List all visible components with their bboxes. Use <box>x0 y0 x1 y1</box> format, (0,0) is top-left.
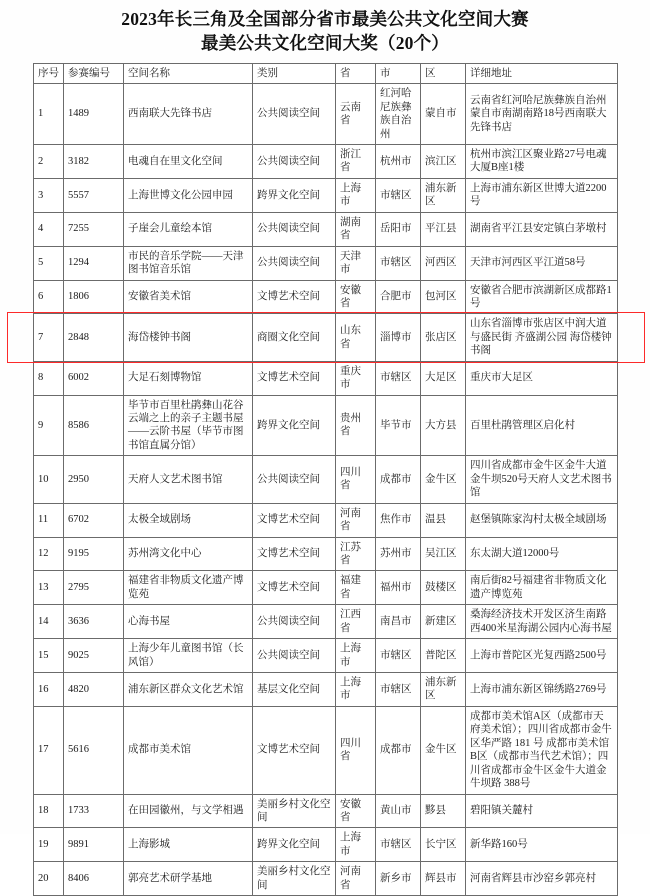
row-cell-province: 湖南省 <box>336 212 376 246</box>
table-row <box>34 673 618 707</box>
column-header-category: 类别 <box>253 64 336 84</box>
row-cell-index: 17 <box>34 706 64 794</box>
row-cell-entry-no: 9195 <box>64 537 124 571</box>
table-row <box>34 537 618 571</box>
row-cell-district: 辉县市 <box>421 862 466 896</box>
row-cell-province: 安徽省 <box>336 794 376 828</box>
row-cell-category: 跨界文化空间 <box>253 178 336 212</box>
row-cell-province: 重庆市 <box>336 361 376 395</box>
row-cell-index: 11 <box>34 503 64 537</box>
row-cell-address: 重庆市大足区 <box>466 361 618 395</box>
row-cell-address: 南后街82号福建省非物质文化遗产博览苑 <box>466 571 618 605</box>
column-header-city: 市 <box>376 64 421 84</box>
table-row <box>34 314 618 361</box>
table-row <box>34 361 618 395</box>
table-row <box>34 503 618 537</box>
table-body <box>34 84 618 896</box>
row-cell-category: 文博艺术空间 <box>253 503 336 537</box>
row-cell-province: 山东省 <box>336 314 376 361</box>
row-cell-category: 公共阅读空间 <box>253 212 336 246</box>
row-cell-category: 跨界文化空间 <box>253 395 336 456</box>
row-cell-entry-no: 1733 <box>64 794 124 828</box>
row-cell-district: 滨江区 <box>421 145 466 179</box>
row-cell-province: 四川省 <box>336 456 376 503</box>
row-cell-address: 天津市河西区平江道58号 <box>466 246 618 280</box>
row-cell-entry-no: 8586 <box>64 395 124 456</box>
row-cell-index: 3 <box>34 178 64 212</box>
row-cell-city: 苏州市 <box>376 537 421 571</box>
row-cell-category: 美丽乡村文化空间 <box>253 862 336 896</box>
row-cell-entry-no: 2795 <box>64 571 124 605</box>
page-title-line-1: 2023年长三角及全国部分省市最美公共文化空间大赛 <box>121 9 529 29</box>
row-cell-address: 赵堡镇陈家沟村太极全域剧场 <box>466 503 618 537</box>
table-row <box>34 862 618 896</box>
row-cell-city: 市辖区 <box>376 361 421 395</box>
row-cell-index: 20 <box>34 862 64 896</box>
row-cell-space-name: 天府人文艺术图书馆 <box>124 456 253 503</box>
row-cell-province: 安徽省 <box>336 280 376 314</box>
row-cell-index: 19 <box>34 828 64 862</box>
row-cell-index: 8 <box>34 361 64 395</box>
row-cell-city: 福州市 <box>376 571 421 605</box>
row-cell-province: 上海市 <box>336 639 376 673</box>
row-cell-space-name: 郭亮艺术研学基地 <box>124 862 253 896</box>
row-cell-city: 岳阳市 <box>376 212 421 246</box>
row-cell-district: 大足区 <box>421 361 466 395</box>
row-cell-entry-no: 9025 <box>64 639 124 673</box>
row-cell-city: 杭州市 <box>376 145 421 179</box>
row-cell-district: 浦东新区 <box>421 178 466 212</box>
table-row <box>34 456 618 503</box>
row-cell-district: 新建区 <box>421 605 466 639</box>
row-cell-category: 商圈文化空间 <box>253 314 336 361</box>
row-cell-index: 2 <box>34 145 64 179</box>
row-cell-city: 成都市 <box>376 456 421 503</box>
row-cell-index: 13 <box>34 571 64 605</box>
row-cell-city: 黄山市 <box>376 794 421 828</box>
table-row <box>34 706 618 794</box>
page-title-line-2: 最美公共文化空间大奖（20个） <box>201 32 449 53</box>
row-cell-address: 湖南省平江县安定镇白茅墩村 <box>466 212 618 246</box>
row-cell-space-name: 市民的音乐学院——天津图书馆音乐馆 <box>124 246 253 280</box>
row-cell-province: 河南省 <box>336 503 376 537</box>
row-cell-entry-no: 5557 <box>64 178 124 212</box>
row-cell-category: 公共阅读空间 <box>253 246 336 280</box>
row-cell-city: 合肥市 <box>376 280 421 314</box>
row-cell-entry-no: 4820 <box>64 673 124 707</box>
row-cell-category: 文博艺术空间 <box>253 571 336 605</box>
row-cell-index: 1 <box>34 84 64 145</box>
row-cell-address: 百里杜鹃管理区启化村 <box>466 395 618 456</box>
row-cell-province: 上海市 <box>336 828 376 862</box>
row-cell-city: 淄博市 <box>376 314 421 361</box>
row-cell-address: 安徽省合肥市滨湖新区成都路1号 <box>466 280 618 314</box>
row-cell-category: 文博艺术空间 <box>253 706 336 794</box>
row-cell-district: 平江县 <box>421 212 466 246</box>
row-cell-space-name: 太极全域剧场 <box>124 503 253 537</box>
row-cell-index: 10 <box>34 456 64 503</box>
column-header-index: 序号 <box>34 64 64 84</box>
row-cell-address: 云南省红河哈尼族彝族自治州蒙自市南湖南路18号西南联大先锋书店 <box>466 84 618 145</box>
row-cell-province: 江苏省 <box>336 537 376 571</box>
row-cell-category: 公共阅读空间 <box>253 639 336 673</box>
row-cell-city: 毕节市 <box>376 395 421 456</box>
row-cell-entry-no: 1489 <box>64 84 124 145</box>
row-cell-space-name: 上海影城 <box>124 828 253 862</box>
row-cell-space-name: 在田园徽州，与文学相遇 <box>124 794 253 828</box>
row-cell-address: 碧阳镇关麓村 <box>466 794 618 828</box>
row-cell-category: 公共阅读空间 <box>253 84 336 145</box>
row-cell-address: 山东省淄博市张店区中润大道与盛民街 齐盛湖公园 海岱楼钟书阁 <box>466 314 618 361</box>
row-cell-district: 长宁区 <box>421 828 466 862</box>
row-cell-entry-no: 1806 <box>64 280 124 314</box>
row-cell-entry-no: 9891 <box>64 828 124 862</box>
row-cell-city: 新乡市 <box>376 862 421 896</box>
row-cell-address: 成都市美术馆A区（成都市天府美术馆）；四川省成都市金牛区华严路 181 号 成都市美术馆B区（成都市当代艺术馆）；四川省成都市金牛区金牛大道金牛坝路 388号 <box>466 706 618 794</box>
row-cell-district: 大方县 <box>421 395 466 456</box>
row-cell-district: 金牛区 <box>421 706 466 794</box>
row-cell-category: 美丽乡村文化空间 <box>253 794 336 828</box>
row-cell-index: 5 <box>34 246 64 280</box>
row-cell-address: 上海市浦东新区世博大道2200号 <box>466 178 618 212</box>
row-cell-address: 杭州市滨江区聚业路27号电魂大厦B座1楼 <box>466 145 618 179</box>
table-row <box>34 794 618 828</box>
row-cell-space-name: 上海世博文化公园申园 <box>124 178 253 212</box>
row-cell-entry-no: 5616 <box>64 706 124 794</box>
row-cell-space-name: 心海书屋 <box>124 605 253 639</box>
row-cell-category: 公共阅读空间 <box>253 145 336 179</box>
row-cell-space-name: 毕节市百里杜鹃彝山花谷云端之上的亲子主题书屋——云阶书屋（毕节市图书馆直属分馆） <box>124 395 253 456</box>
row-cell-city: 南昌市 <box>376 605 421 639</box>
row-cell-entry-no: 2950 <box>64 456 124 503</box>
table-row <box>34 639 618 673</box>
row-cell-space-name: 上海少年儿童图书馆（长风馆） <box>124 639 253 673</box>
row-cell-city: 市辖区 <box>376 639 421 673</box>
row-cell-district: 普陀区 <box>421 639 466 673</box>
row-cell-district: 吴江区 <box>421 537 466 571</box>
table-row <box>34 246 618 280</box>
awards-table <box>33 63 618 896</box>
table-row <box>34 145 618 179</box>
row-cell-category: 公共阅读空间 <box>253 605 336 639</box>
column-header-district: 区 <box>421 64 466 84</box>
row-cell-index: 16 <box>34 673 64 707</box>
row-cell-city: 红河哈尼族彝族自治州 <box>376 84 421 145</box>
row-cell-district: 黟县 <box>421 794 466 828</box>
row-cell-district: 浦东新区 <box>421 673 466 707</box>
row-cell-city: 市辖区 <box>376 673 421 707</box>
row-cell-province: 天津市 <box>336 246 376 280</box>
row-cell-province: 云南省 <box>336 84 376 145</box>
row-cell-space-name: 浦东新区群众文化艺术馆 <box>124 673 253 707</box>
document-title-block <box>0 0 650 55</box>
row-cell-entry-no: 3182 <box>64 145 124 179</box>
row-cell-province: 上海市 <box>336 673 376 707</box>
row-cell-space-name: 海岱楼钟书阁 <box>124 314 253 361</box>
row-cell-entry-no: 7255 <box>64 212 124 246</box>
table-row <box>34 571 618 605</box>
row-cell-category: 基层文化空间 <box>253 673 336 707</box>
row-cell-index: 6 <box>34 280 64 314</box>
row-cell-space-name: 安徽省美术馆 <box>124 280 253 314</box>
row-cell-space-name: 西南联大先锋书店 <box>124 84 253 145</box>
row-cell-district: 温县 <box>421 503 466 537</box>
row-cell-category: 跨界文化空间 <box>253 828 336 862</box>
row-cell-province: 上海市 <box>336 178 376 212</box>
row-cell-entry-no: 1294 <box>64 246 124 280</box>
row-cell-address: 桑海经济技术开发区济生南路西400米星海湖公园内心海书屋 <box>466 605 618 639</box>
row-cell-entry-no: 6702 <box>64 503 124 537</box>
column-header-address: 详细地址 <box>466 64 618 84</box>
row-cell-category: 文博艺术空间 <box>253 537 336 571</box>
row-cell-address: 上海市普陀区光复西路2500号 <box>466 639 618 673</box>
row-cell-city: 市辖区 <box>376 246 421 280</box>
row-cell-address: 四川省成都市金牛区金牛大道金牛坝520号天府人文艺术图书馆 <box>466 456 618 503</box>
row-cell-index: 9 <box>34 395 64 456</box>
row-cell-space-name: 苏州湾文化中心 <box>124 537 253 571</box>
column-header-province: 省 <box>336 64 376 84</box>
table-header-row <box>34 64 618 84</box>
table-row <box>34 84 618 145</box>
row-cell-space-name: 福建省非物质文化遗产博览苑 <box>124 571 253 605</box>
table-row <box>34 178 618 212</box>
row-cell-index: 7 <box>34 314 64 361</box>
row-cell-address: 上海市浦东新区锦绣路2769号 <box>466 673 618 707</box>
row-cell-space-name: 电魂自在里文化空间 <box>124 145 253 179</box>
row-cell-space-name: 成都市美术馆 <box>124 706 253 794</box>
row-cell-district: 蒙自市 <box>421 84 466 145</box>
row-cell-category: 公共阅读空间 <box>253 456 336 503</box>
row-cell-index: 12 <box>34 537 64 571</box>
column-header-entry-no: 参赛编号 <box>64 64 124 84</box>
row-cell-entry-no: 8406 <box>64 862 124 896</box>
row-cell-district: 鼓楼区 <box>421 571 466 605</box>
row-cell-province: 河南省 <box>336 862 376 896</box>
row-cell-district: 河西区 <box>421 246 466 280</box>
row-cell-space-name: 大足石刻博物馆 <box>124 361 253 395</box>
table-row <box>34 280 618 314</box>
row-cell-city: 市辖区 <box>376 828 421 862</box>
row-cell-address: 新华路160号 <box>466 828 618 862</box>
row-cell-district: 包河区 <box>421 280 466 314</box>
table-row <box>34 605 618 639</box>
column-header-space-name: 空间名称 <box>124 64 253 84</box>
row-cell-index: 15 <box>34 639 64 673</box>
row-cell-province: 贵州省 <box>336 395 376 456</box>
table-row <box>34 212 618 246</box>
awards-table-wrapper <box>33 63 617 896</box>
row-cell-address: 东太湖大道12000号 <box>466 537 618 571</box>
row-cell-district: 金牛区 <box>421 456 466 503</box>
row-cell-province: 四川省 <box>336 706 376 794</box>
row-cell-city: 市辖区 <box>376 178 421 212</box>
row-cell-space-name: 子崖会儿童绘本馆 <box>124 212 253 246</box>
row-cell-category: 文博艺术空间 <box>253 361 336 395</box>
row-cell-province: 江西省 <box>336 605 376 639</box>
row-cell-entry-no: 6002 <box>64 361 124 395</box>
row-cell-entry-no: 3636 <box>64 605 124 639</box>
row-cell-city: 焦作市 <box>376 503 421 537</box>
row-cell-province: 浙江省 <box>336 145 376 179</box>
table-header <box>34 64 618 84</box>
row-cell-index: 14 <box>34 605 64 639</box>
row-cell-province: 福建省 <box>336 571 376 605</box>
row-cell-district: 张店区 <box>421 314 466 361</box>
row-cell-city: 成都市 <box>376 706 421 794</box>
row-cell-index: 18 <box>34 794 64 828</box>
row-cell-address: 河南省辉县市沙窑乡郭亮村 <box>466 862 618 896</box>
table-row <box>34 828 618 862</box>
row-cell-entry-no: 2848 <box>64 314 124 361</box>
row-cell-category: 文博艺术空间 <box>253 280 336 314</box>
row-cell-index: 4 <box>34 212 64 246</box>
table-row <box>34 395 618 456</box>
